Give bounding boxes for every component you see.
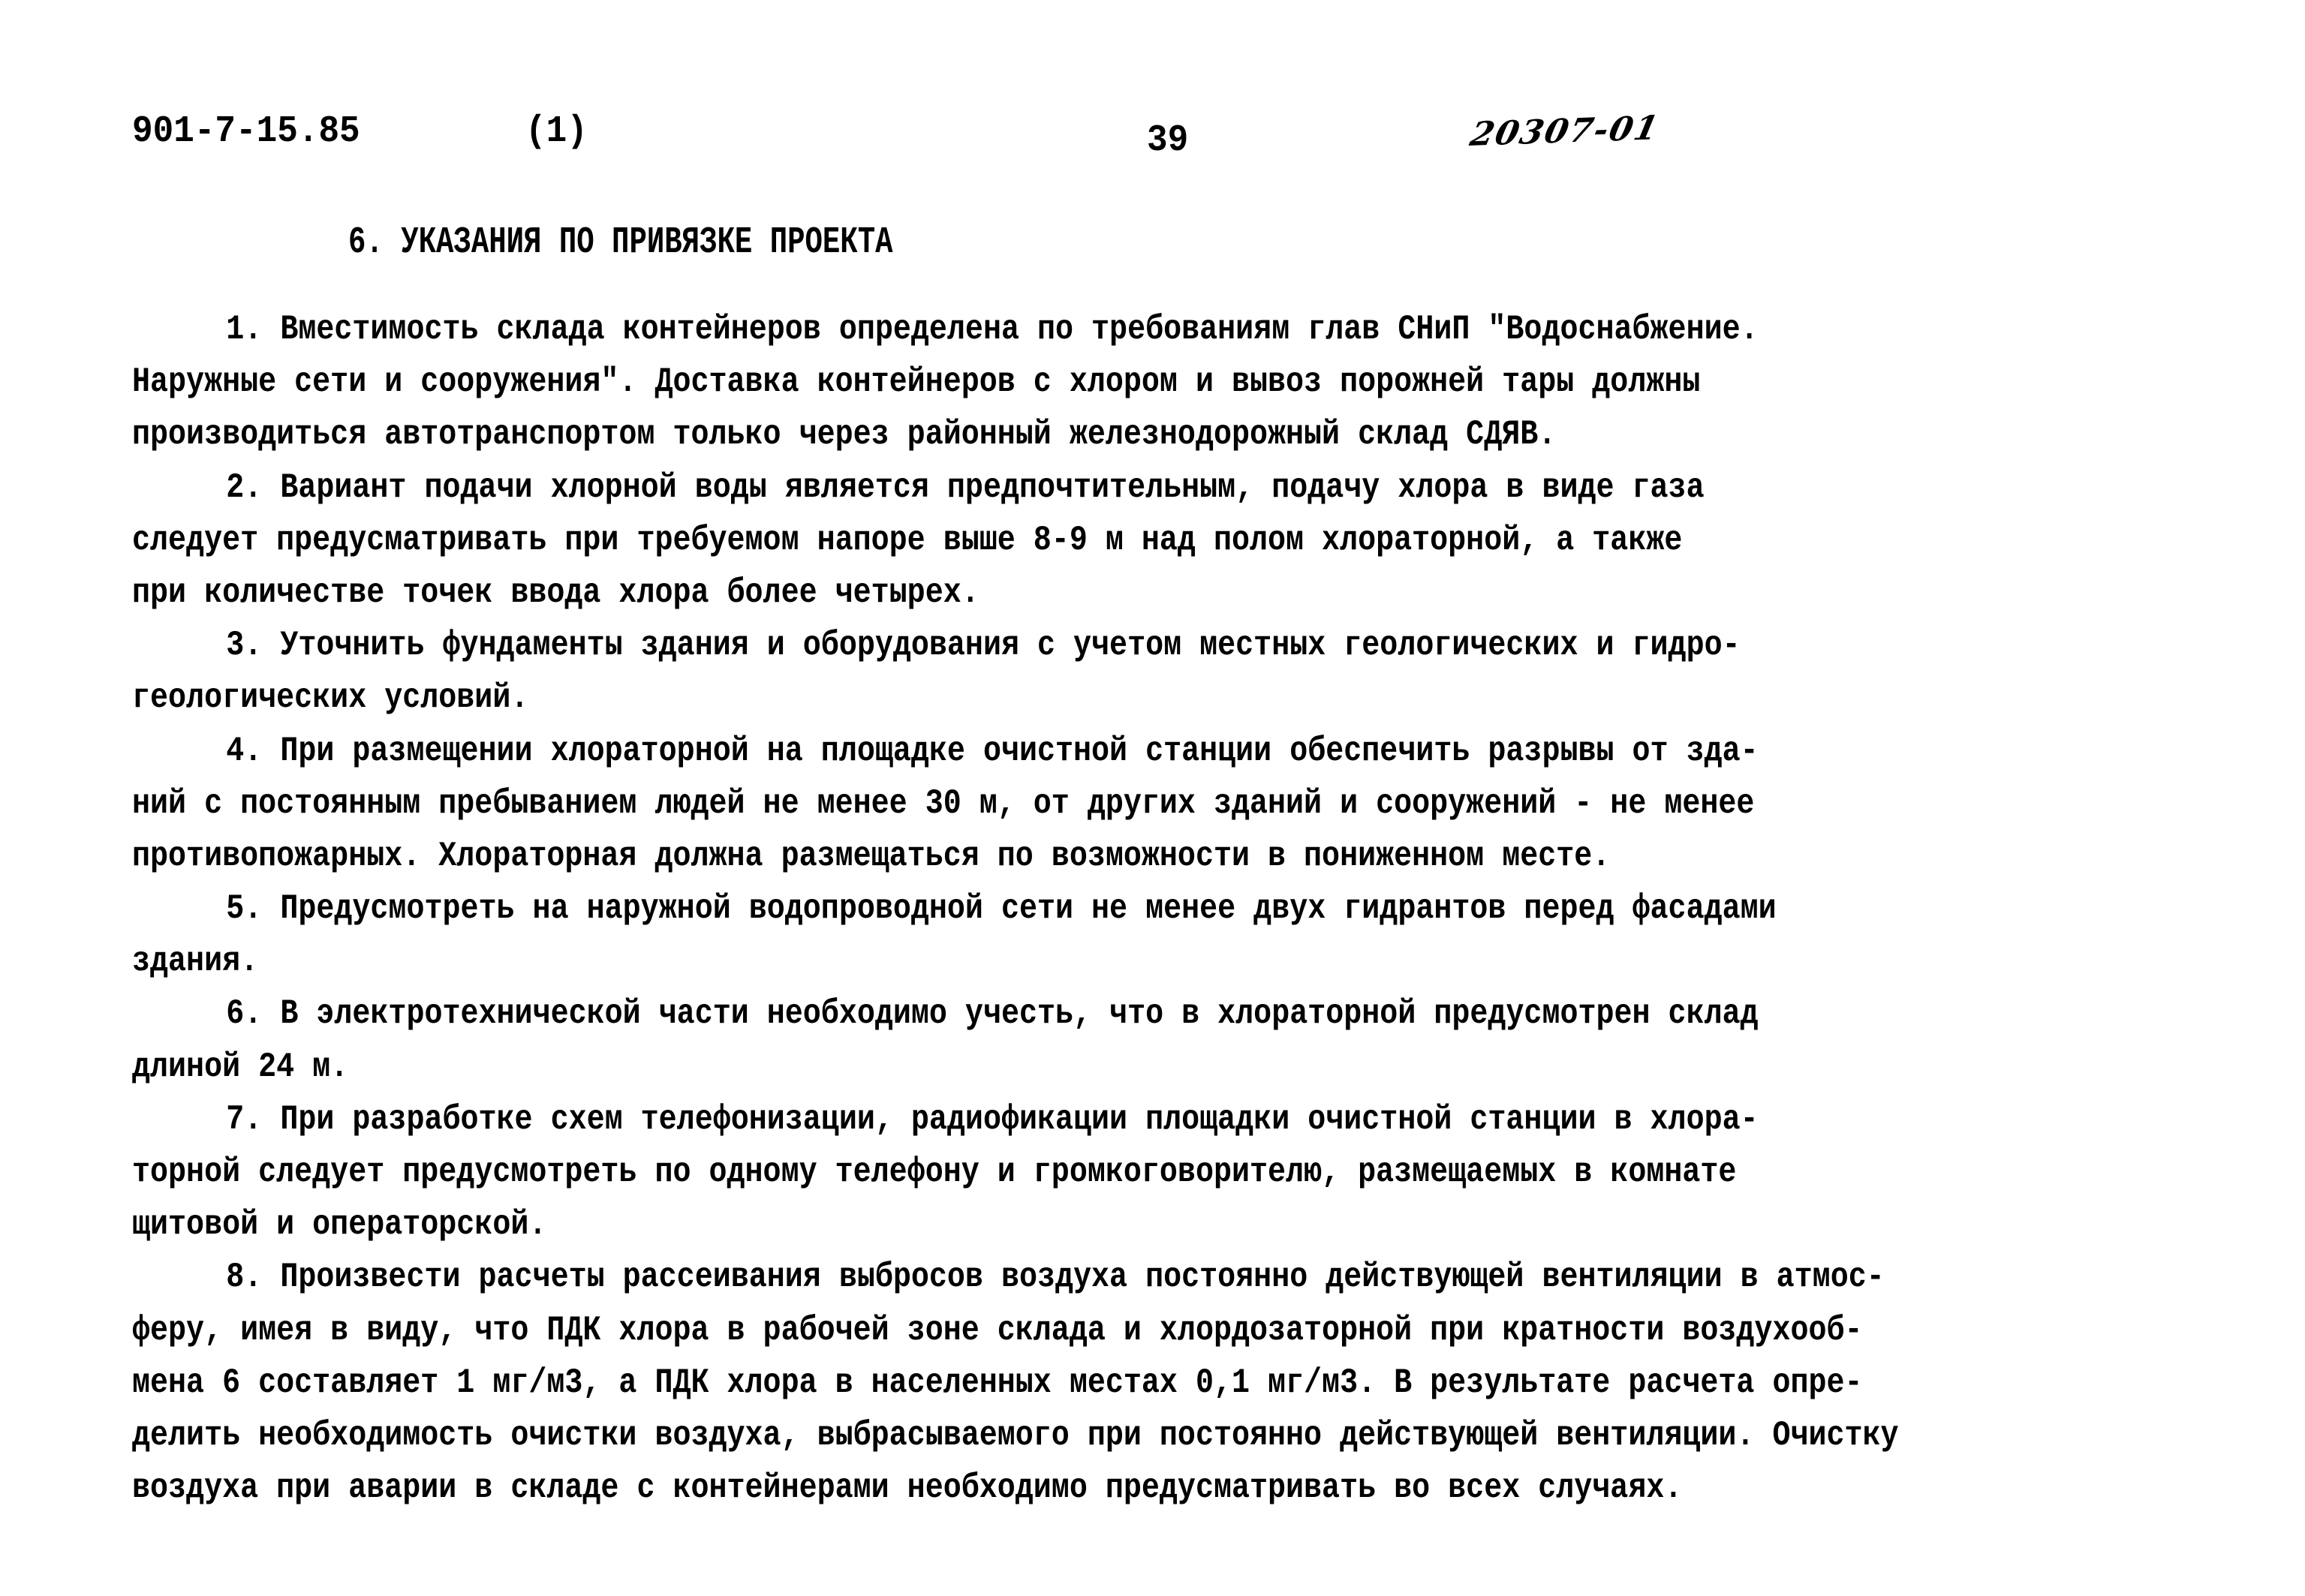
text-line: 5. Предусмотреть на наружной водопроводной сети не менее двух гидрантов перед фасадами [226, 889, 1777, 929]
text-line: 2. Вариант подачи хлорной воды является предпочтительным, подачу хлора в виде газа [226, 467, 1705, 507]
text-line: геологических условий. [132, 678, 529, 718]
text-line: производиться автотранспортом только через районный железнодорожный склад СДЯВ. [132, 415, 1557, 455]
text-line: 8. Произвести расчеты рассеивания выбросов воздуха постоянно действующей вентиляции в атмос- [226, 1258, 1885, 1297]
text-line: 6. В электротехнической части необходимо учесть, что в хлораторной предусмотрен склад [226, 994, 1759, 1034]
text-line: 4. При размещении хлораторной на площадке очистной станции обеспечить разрывы от зда- [226, 731, 1759, 771]
body-text [132, 303, 2249, 1514]
text-line: 3. Уточнить фундаменты здания и оборудования с учетом местных геологических и гидро- [226, 626, 1741, 666]
text-line: мена 6 составляет 1 мг/м3, а ПДК хлора в населенных местах 0,1 мг/м3. В результате расчета опре- [132, 1363, 1863, 1402]
text-line: делить необходимость очистки воздуха, выбрасываемого при постоянно действующей вентиляции. Очистку [132, 1415, 1899, 1455]
page-number: 39 [1147, 119, 1189, 162]
sheet-marker: (1) [525, 110, 588, 153]
text-line: щитовой и операторской. [132, 1205, 547, 1245]
archive-number-handwritten: 20307-01 [1467, 109, 1663, 154]
text-line: ний с постоянным пребыванием людей не менее 30 м, от других зданий и сооружений - не менее [132, 783, 1755, 823]
text-line: длиной 24 м. [132, 1047, 349, 1087]
text-line: здания. [132, 942, 259, 981]
text-line: воздуха при аварии в складе с контейнерами необходимо предусматривать во всех случаях. [132, 1468, 1683, 1508]
text-line: 7. При разработке схем телефонизации, радиофикации площадки очистной станции в хлора- [226, 1099, 1759, 1139]
text-line: следует предусматривать при требуемом напоре выше 8-9 м над полом хлораторной, а также [132, 520, 1683, 560]
text-line: феру, имея в виду, что ПДК хлора в рабочей зоне склада и хлордозаторной при кратности воздухооб- [132, 1310, 1863, 1350]
text-line: торной следует предусмотреть по одному телефону и громкоговорителю, размещаемых в комнате [132, 1153, 1737, 1192]
text-line: Наружные сети и сооружения". Доставка контейнеров с хлором и вывоз порожней тары должны [132, 362, 1701, 402]
document-code: 901-7-15.85 [132, 110, 360, 153]
section-title: 6. УКАЗАНИЯ ПО ПРИВЯЗКЕ ПРОЕКТА [348, 221, 893, 264]
text-line: при количестве точек ввода хлора более четырех. [132, 573, 979, 612]
text-line: 1. Вместимость склада контейнеров определена по требованиям глав СНиП "Водоснабжение. [226, 310, 1759, 349]
text-line: противопожарных. Хлораторная должна размещаться по возможности в пониженном месте. [132, 836, 1611, 876]
